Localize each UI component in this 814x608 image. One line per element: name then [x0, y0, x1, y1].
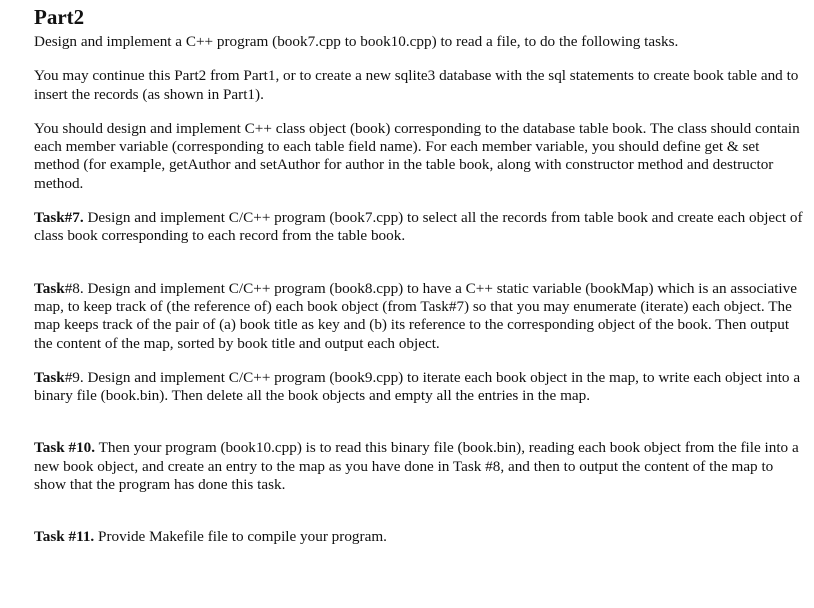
spacer [34, 193, 804, 209]
document-page [34, 4, 804, 547]
class-design-paragraph: You should design and implement C++ class object (book) corresponding to the database table book. The class should contain each member variable (corresponding to each table field name). For each member variable, you should define get & set method (for example, getAuthor and setAuthor for author in the table book, along with constructor method and destructor method. [34, 119, 800, 192]
spacer [34, 405, 804, 439]
task-8-paragraph [34, 280, 804, 353]
task-9-text: Design and implement C/C++ program (book9.cpp) to iterate each book object in the map, to write each object into a binary file (book.bin). Then delete all the book objects and empty all the entries in the map. [34, 368, 801, 405]
task-10-text: Then your program (book10.cpp) is to read this binary file (book.bin), reading each book object from the file into a new book object, and create an entry to the map as you have done in Task #8, and then to output the content of the map to show that the program has done this task. [34, 439, 799, 494]
spacer [34, 494, 804, 528]
task-8-label-number: #8. [64, 279, 84, 297]
task-7-paragraph [34, 209, 804, 246]
task-11-text: Provide Makefile file to compile your program. [94, 528, 387, 546]
intro-paragraph: Design and implement a C++ program (book7.cpp to book10.cpp) to read a file, to do the following tasks. [34, 33, 679, 50]
spacer [34, 51, 804, 67]
document-title: Part2 [34, 5, 85, 29]
task-7-label: Task#7. [34, 209, 84, 227]
continue-note-paragraph: You may continue this Part2 from Part1, or to create a new sqlite3 database with the sql statements to create book table and to insert the records (as shown in Part1). [34, 67, 799, 103]
task-10-paragraph [34, 439, 804, 494]
spacer [34, 104, 804, 120]
task-11-paragraph [34, 528, 804, 546]
task-9-label: Task [34, 368, 65, 386]
spacer [34, 353, 804, 369]
task-9-label-number: #9. [64, 368, 84, 386]
task-10-label: Task #10. [34, 439, 96, 457]
spacer [34, 246, 804, 280]
task-11-label: Task #11. [34, 528, 95, 546]
task-7-text: Design and implement C/C++ program (book7.cpp) to select all the records from table book and create each object of class book corresponding to each record from the table book. [34, 209, 803, 245]
task-8-label: Task [34, 279, 65, 297]
task-9-paragraph [34, 369, 804, 406]
task-8-text: Design and implement C/C++ program (book8.cpp) to have a C++ static variable (bookMap) which is an associative map, to keep track of (the reference of) each book object (from Task#7) so that you may enumerate (iterate) each object. The map keeps track of the pair of (a) book title as key and (b) its reference to the corresponding object of the book. Then output the content of the map, sorted by book title and output each object. [34, 279, 797, 352]
